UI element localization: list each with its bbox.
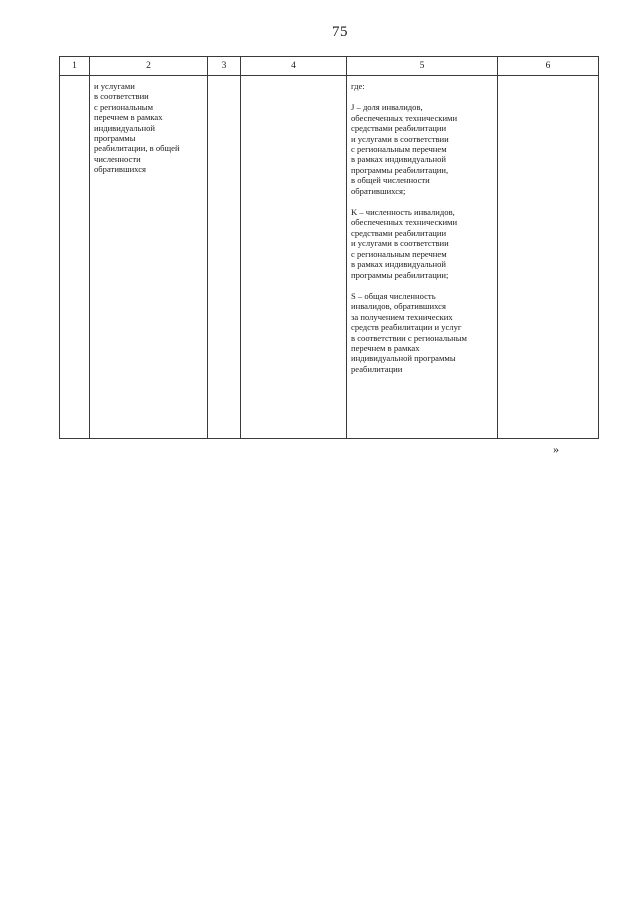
column-header-2: 2 (90, 57, 208, 76)
cell-col-3 (208, 76, 241, 439)
indicator-name-continuation: и услугами в соответствии с региональным перечнем в рамках индивидуальной программы реабилитации, в общей численности обратившихся (94, 81, 180, 175)
column-header-3: 3 (208, 57, 241, 76)
formula-s-definition: S – общая численность инвалидов, обратившихся за получением технических средств реабилитации и услуг в соответствии с региональным перечнем в рамках индивидуальной программы реабилитации (351, 290, 467, 374)
formula-j-definition: J – доля инвалидов, обеспеченных техническими средствами реабилитации и услугами в соответствии с региональным перечнем в рамках индивидуальной программы реабилитации, в общей численности обратившихся; (351, 102, 458, 196)
formula-intro: где: (351, 81, 365, 91)
indicator-table (59, 56, 599, 439)
column-header-5: 5 (347, 57, 498, 76)
column-number-row (60, 57, 599, 76)
cell-col-4 (241, 76, 347, 439)
table-row (60, 76, 599, 439)
page-number: 75 (332, 24, 348, 40)
column-header-1: 1 (60, 57, 90, 76)
closing-quote-mark: » (553, 442, 559, 456)
column-header-4: 4 (241, 57, 347, 76)
cell-col-1 (60, 76, 90, 439)
column-header-6: 6 (498, 57, 599, 76)
cell-col-5 (347, 76, 498, 439)
cell-col-2 (90, 76, 208, 439)
cell-col-6 (498, 76, 599, 439)
formula-k-definition: K – численность инвалидов, обеспеченных техническими средствами реабилитации и услугами в соответствии с региональным перечнем в рамках индивидуальной программы реабилитации; (351, 207, 458, 280)
